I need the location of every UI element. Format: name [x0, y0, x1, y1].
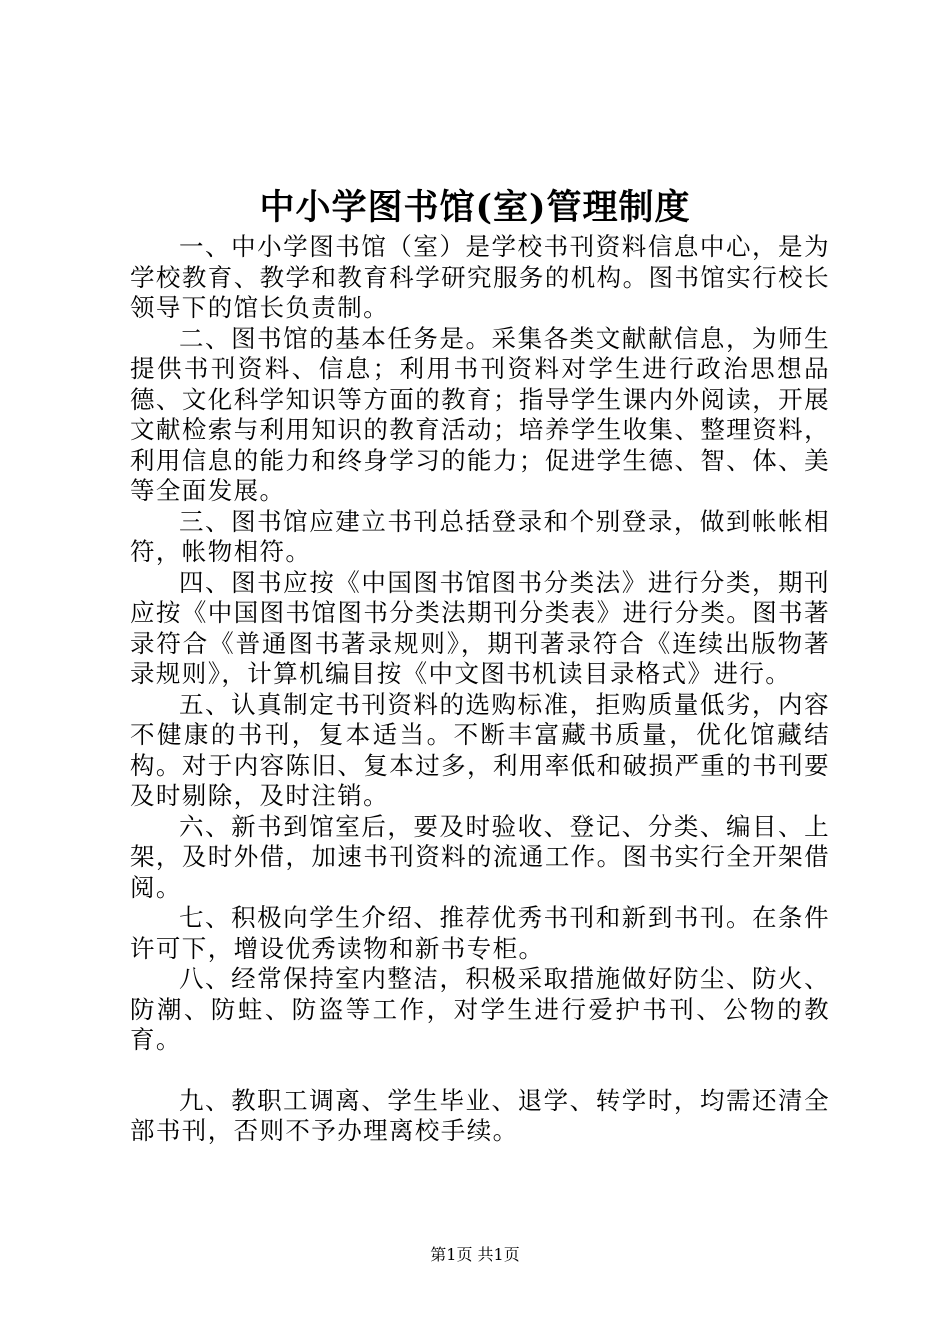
paragraph-8: 八、经常保持室内整洁，积极采取措施做好防尘、防火、防潮、防蛀、防盗等工作，对学生进行爱护书刊、公物的教育。	[130, 964, 830, 1054]
page-footer: 第1页 共1页	[430, 1245, 520, 1264]
paragraph-4: 四、图书应按《中国图书馆图书分类法》进行分类，期刊应按《中国图书馆图书分类法期刊分类表》进行分类。图书著录符合《普通图书著录规则》，期刊著录符合《连续出版物著录规则》，计算机编目按《中文图书机读目录格式》进行。	[130, 567, 830, 688]
paragraph-1: 一、中小学图书馆（室）是学校书刊资料信息中心，是为学校教育、教学和教育科学研究服务的机构。图书馆实行校长领导下的馆长负责制。	[130, 232, 830, 322]
paragraph-9: 九、教职工调离、学生毕业、退学、转学时，均需还清全部书刊，否则不予办理离校手续。	[130, 1085, 830, 1145]
paragraph-7: 七、积极向学生介绍、推荐优秀书刊和新到书刊。在条件许可下，增设优秀读物和新书专柜。	[130, 903, 830, 963]
paragraph-2: 二、图书馆的基本任务是。采集各类文献献信息，为师生提供书刊资料、信息；利用书刊资料对学生进行政治思想品德、文化科学知识等方面的教育；指导学生课内外阅读，开展文献检索与利用知识的教育活动；培养学生收集、整理资料，利用信息的能力和终身学习的能力；促进学生德、智、体、美等全面发展。	[130, 323, 830, 505]
paragraph-5: 五、认真制定书刊资料的选购标准，拒购质量低劣，内容不健康的书刊，复本适当。不断丰富藏书质量，优化馆藏结构。对于内容陈旧、复本过多，利用率低和破损严重的书刊要及时剔除，及时注销。	[130, 689, 830, 810]
paragraph-6: 六、新书到馆室后，要及时验收、登记、分类、编目、上架，及时外借，加速书刊资料的流通工作。图书实行全开架借阅。	[130, 811, 830, 902]
paragraph-3: 三、图书馆应建立书刊总括登录和个别登录，做到帐帐相符，帐物相符。	[130, 506, 830, 566]
document-body	[130, 232, 830, 1147]
document-title: 中小学图书馆(室)管理制度	[259, 187, 691, 228]
